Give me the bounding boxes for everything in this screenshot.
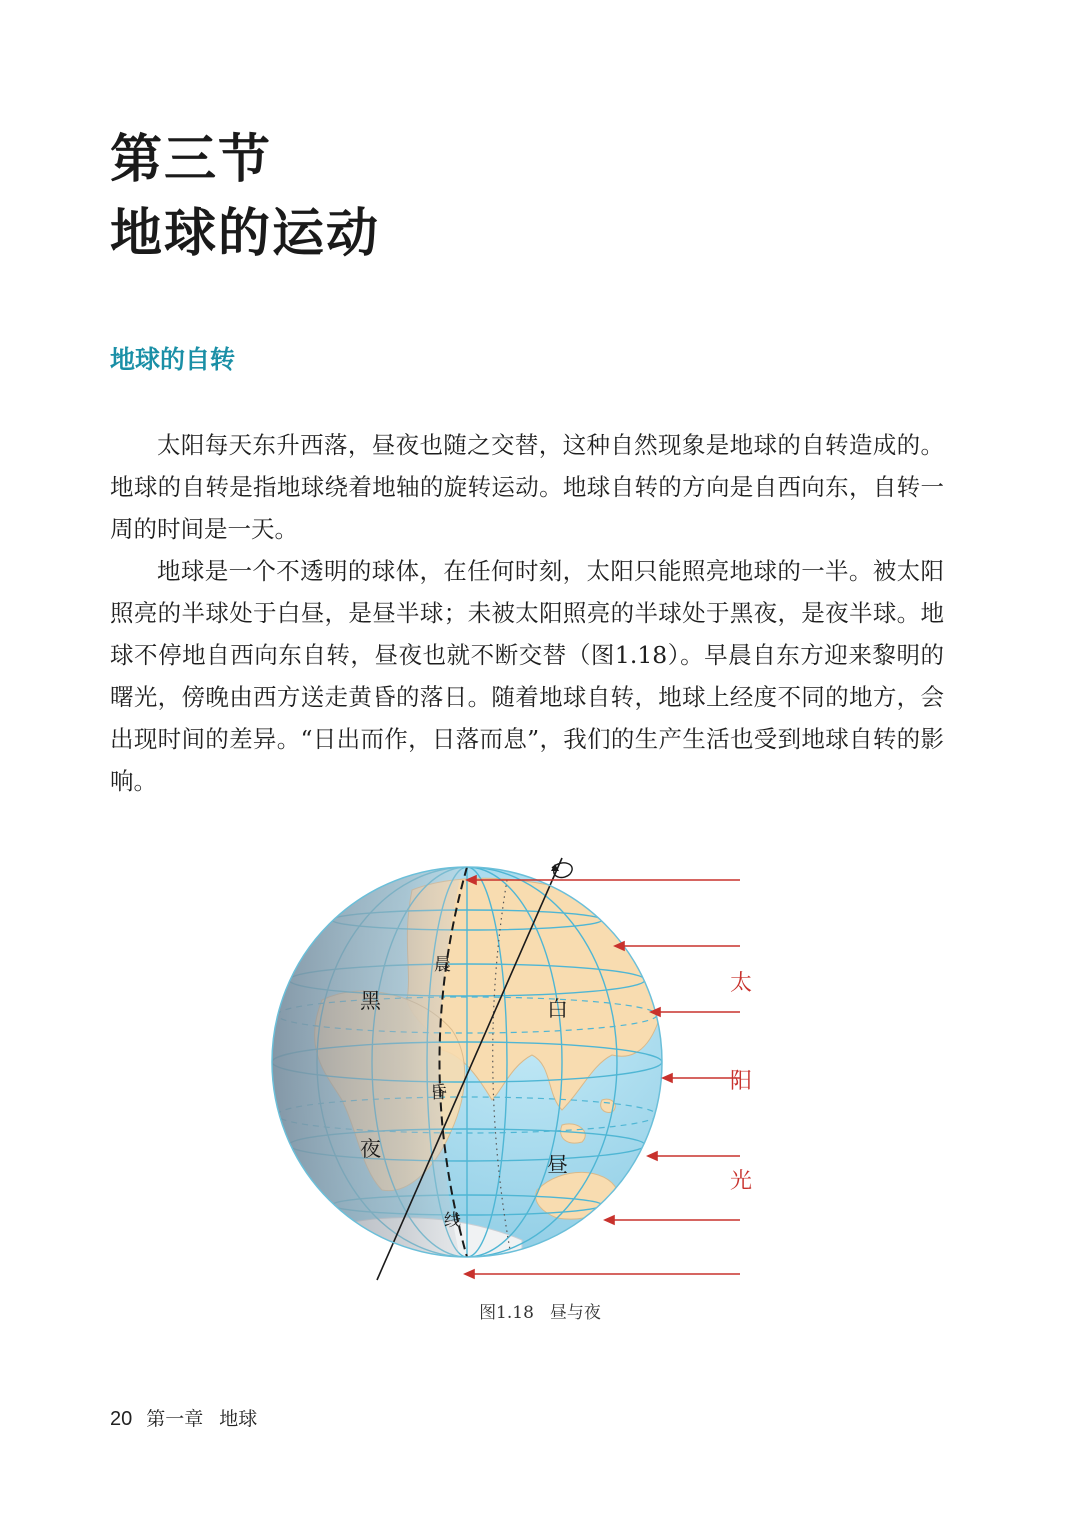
label-day-2: 昼 [547,1153,568,1177]
sunlight-arrowhead-icon [465,1270,474,1278]
subheading: 地球的自转 [110,345,236,374]
paragraph: 太阳每天东升西落，昼夜也随之交替，这种自然现象是地球的自转造成的。地球的自转是指地球绕着地轴的旋转运动。地球自转的方向是自西向东，自转一周的时间是一天。 [110,431,944,543]
sunlight-arrowhead-icon [648,1152,657,1160]
page-footer [110,1404,257,1431]
section-number: 第三节 [110,129,273,190]
caption-text: 昼与夜 [549,1303,601,1323]
chapter-label: 第一章 [146,1408,204,1430]
page-number: 20 [110,1408,133,1430]
label-night-1: 黑 [360,989,381,1013]
figure-caption [0,1298,1080,1323]
label-terminator-1: 晨 [434,955,451,975]
day-night-figure [262,850,762,1290]
label-day-1: 白 [547,997,568,1021]
night-hemisphere [262,850,467,1290]
body-text [110,424,944,802]
section-title: 地球的运动 [110,203,381,264]
sunlight-arrowhead-icon [605,1216,614,1224]
label-sun-2: 阳 [729,1069,752,1094]
label-sun-3: 光 [729,1169,752,1194]
label-terminator-3: 线 [444,1211,461,1231]
label-terminator-2: 昏 [430,1083,447,1103]
label-sun-1: 太 [729,971,752,996]
paragraph: 地球是一个不透明的球体，在任何时刻，太阳只能照亮地球的一半。被太阳照亮的半球处于白昼，是昼半球；未被太阳照亮的半球处于黑夜，是夜半球。地球不停地自西向东自转，昼夜也就不断交替（图1.18）。早晨自东方迎来黎明的曙光，傍晚由西方送走黄昏的落日。随着地球自转，地球上经度不同的地方，会出现时间的差异。“日出而作，日落而息”，我们的生产生活也受到地球自转的影响。 [110,557,944,795]
chapter-title: 地球 [219,1408,258,1430]
label-night-2: 夜 [360,1137,381,1161]
sunlight-arrowhead-icon [663,1074,672,1082]
globe-diagram [262,850,762,1290]
caption-number: 图1.18 [479,1303,534,1323]
